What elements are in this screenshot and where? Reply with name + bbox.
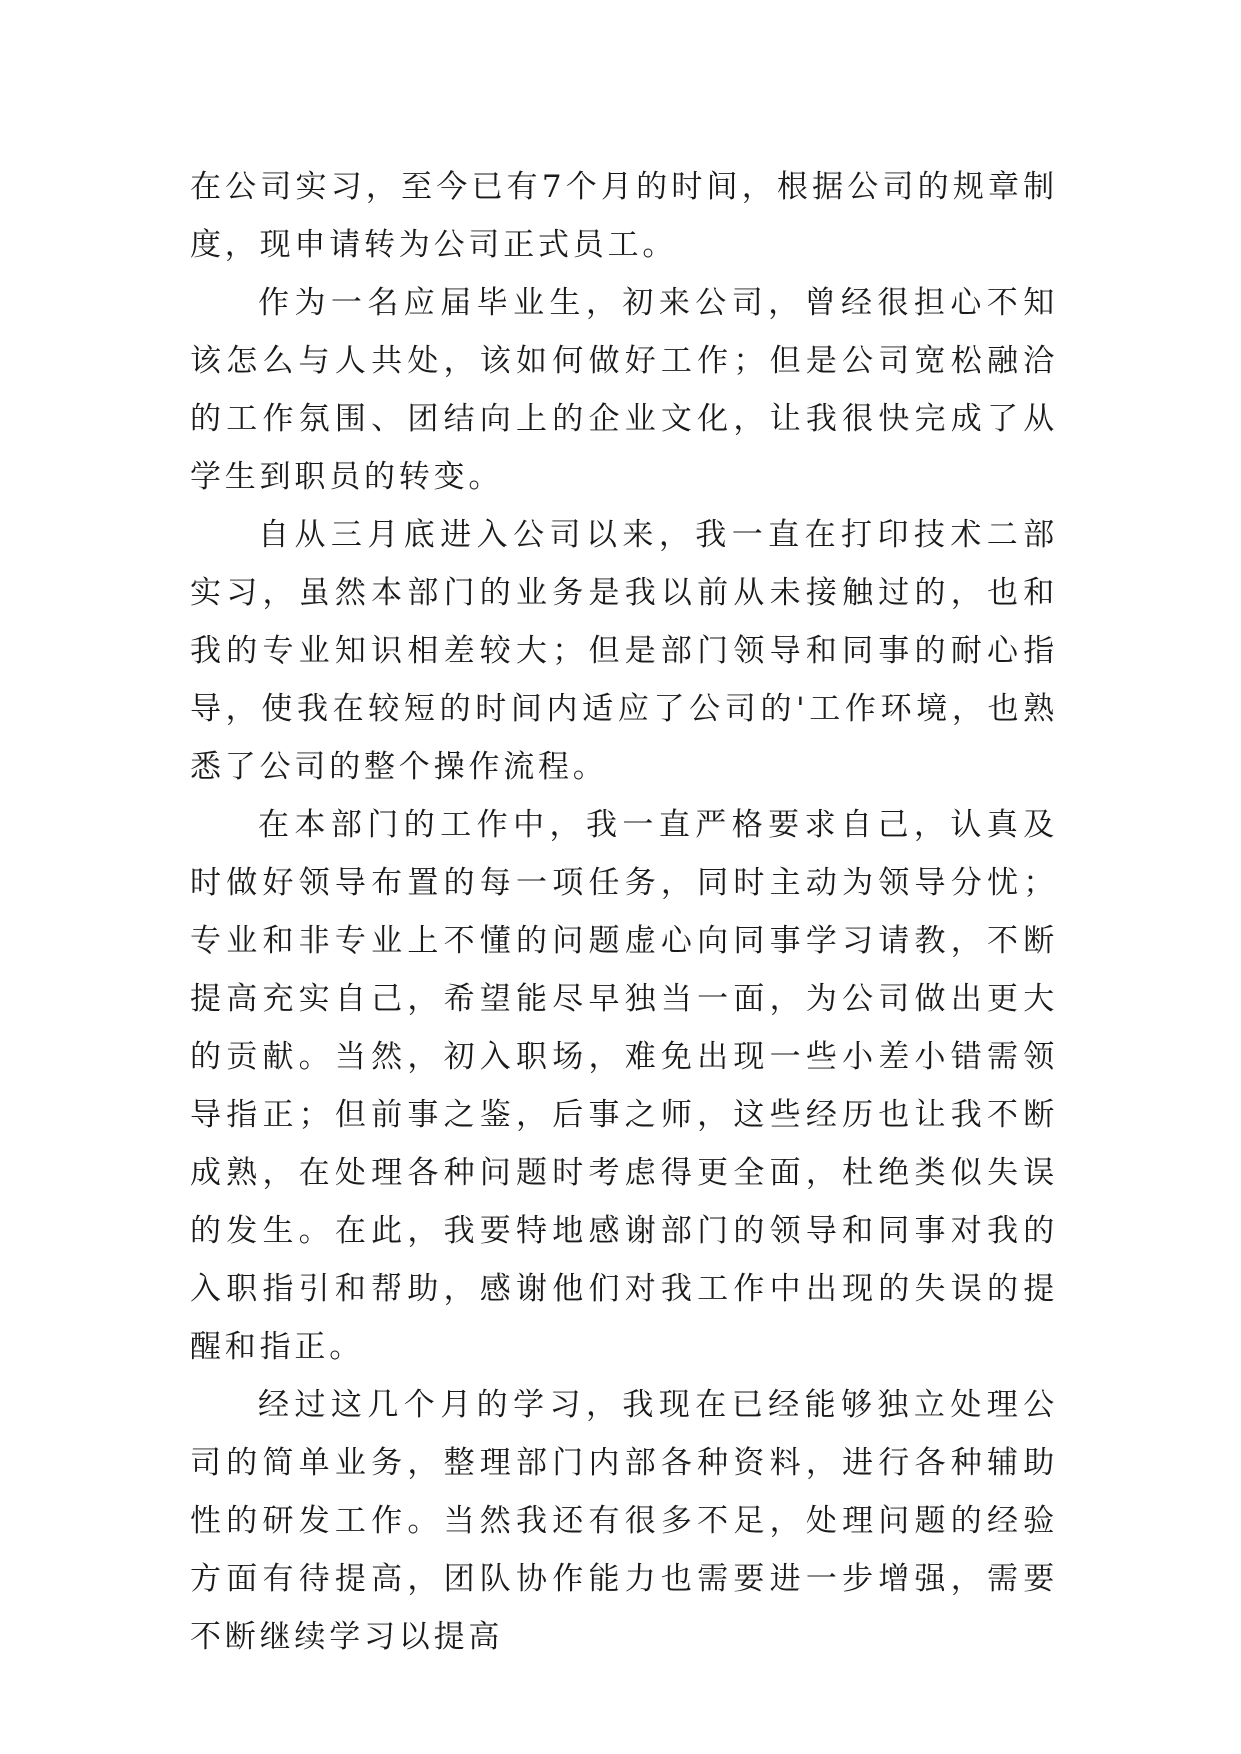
paragraph-2: 作为一名应届毕业生，初来公司，曾经很担心不知该怎么与人共处，该如何做好工作；但是公司宽松融洽的工作氛围、团结向上的企业文化，让我很快完成了从学生到职员的转变。 [190,285,1058,495]
paragraph-5: 经过这几个月的学习，我现在已经能够独立处理公司的简单业务，整理部门内部各种资料，进行各种辅助性的研发工作。当然我还有很多不足，处理问题的经验方面有待提高，团队协作能力也需要进一步增强，需要不断继续学习以提高 [190,1387,1058,1655]
document-body [190,158,1058,1666]
paragraph-3: 自从三月底进入公司以来，我一直在打印技术二部实习，虽然本部门的业务是我以前从未接触过的，也和我的专业知识相差较大；但是部门领导和同事的耐心指导，使我在较短的时间内适应了公司的'工作环境，也熟悉了公司的整个操作流程。 [190,517,1058,785]
paragraph-4: 在本部门的工作中，我一直严格要求自己，认真及时做好领导布置的每一项任务，同时主动为领导分忧；专业和非专业上不懂的问题虚心向同事学习请教，不断提高充实自己，希望能尽早独当一面，为公司做出更大的贡献。当然，初入职场，难免出现一些小差小错需领导指正；但前事之鉴，后事之师，这些经历也让我不断成熟，在处理各种问题时考虑得更全面，杜绝类似失误的发生。在此，我要特地感谢部门的领导和同事对我的入职指引和帮助，感谢他们对我工作中出现的失误的提醒和指正。 [190,807,1058,1365]
paragraph-1: 在公司实习，至今已有7个月的时间，根据公司的规章制度，现申请转为公司正式员工。 [190,169,1058,263]
